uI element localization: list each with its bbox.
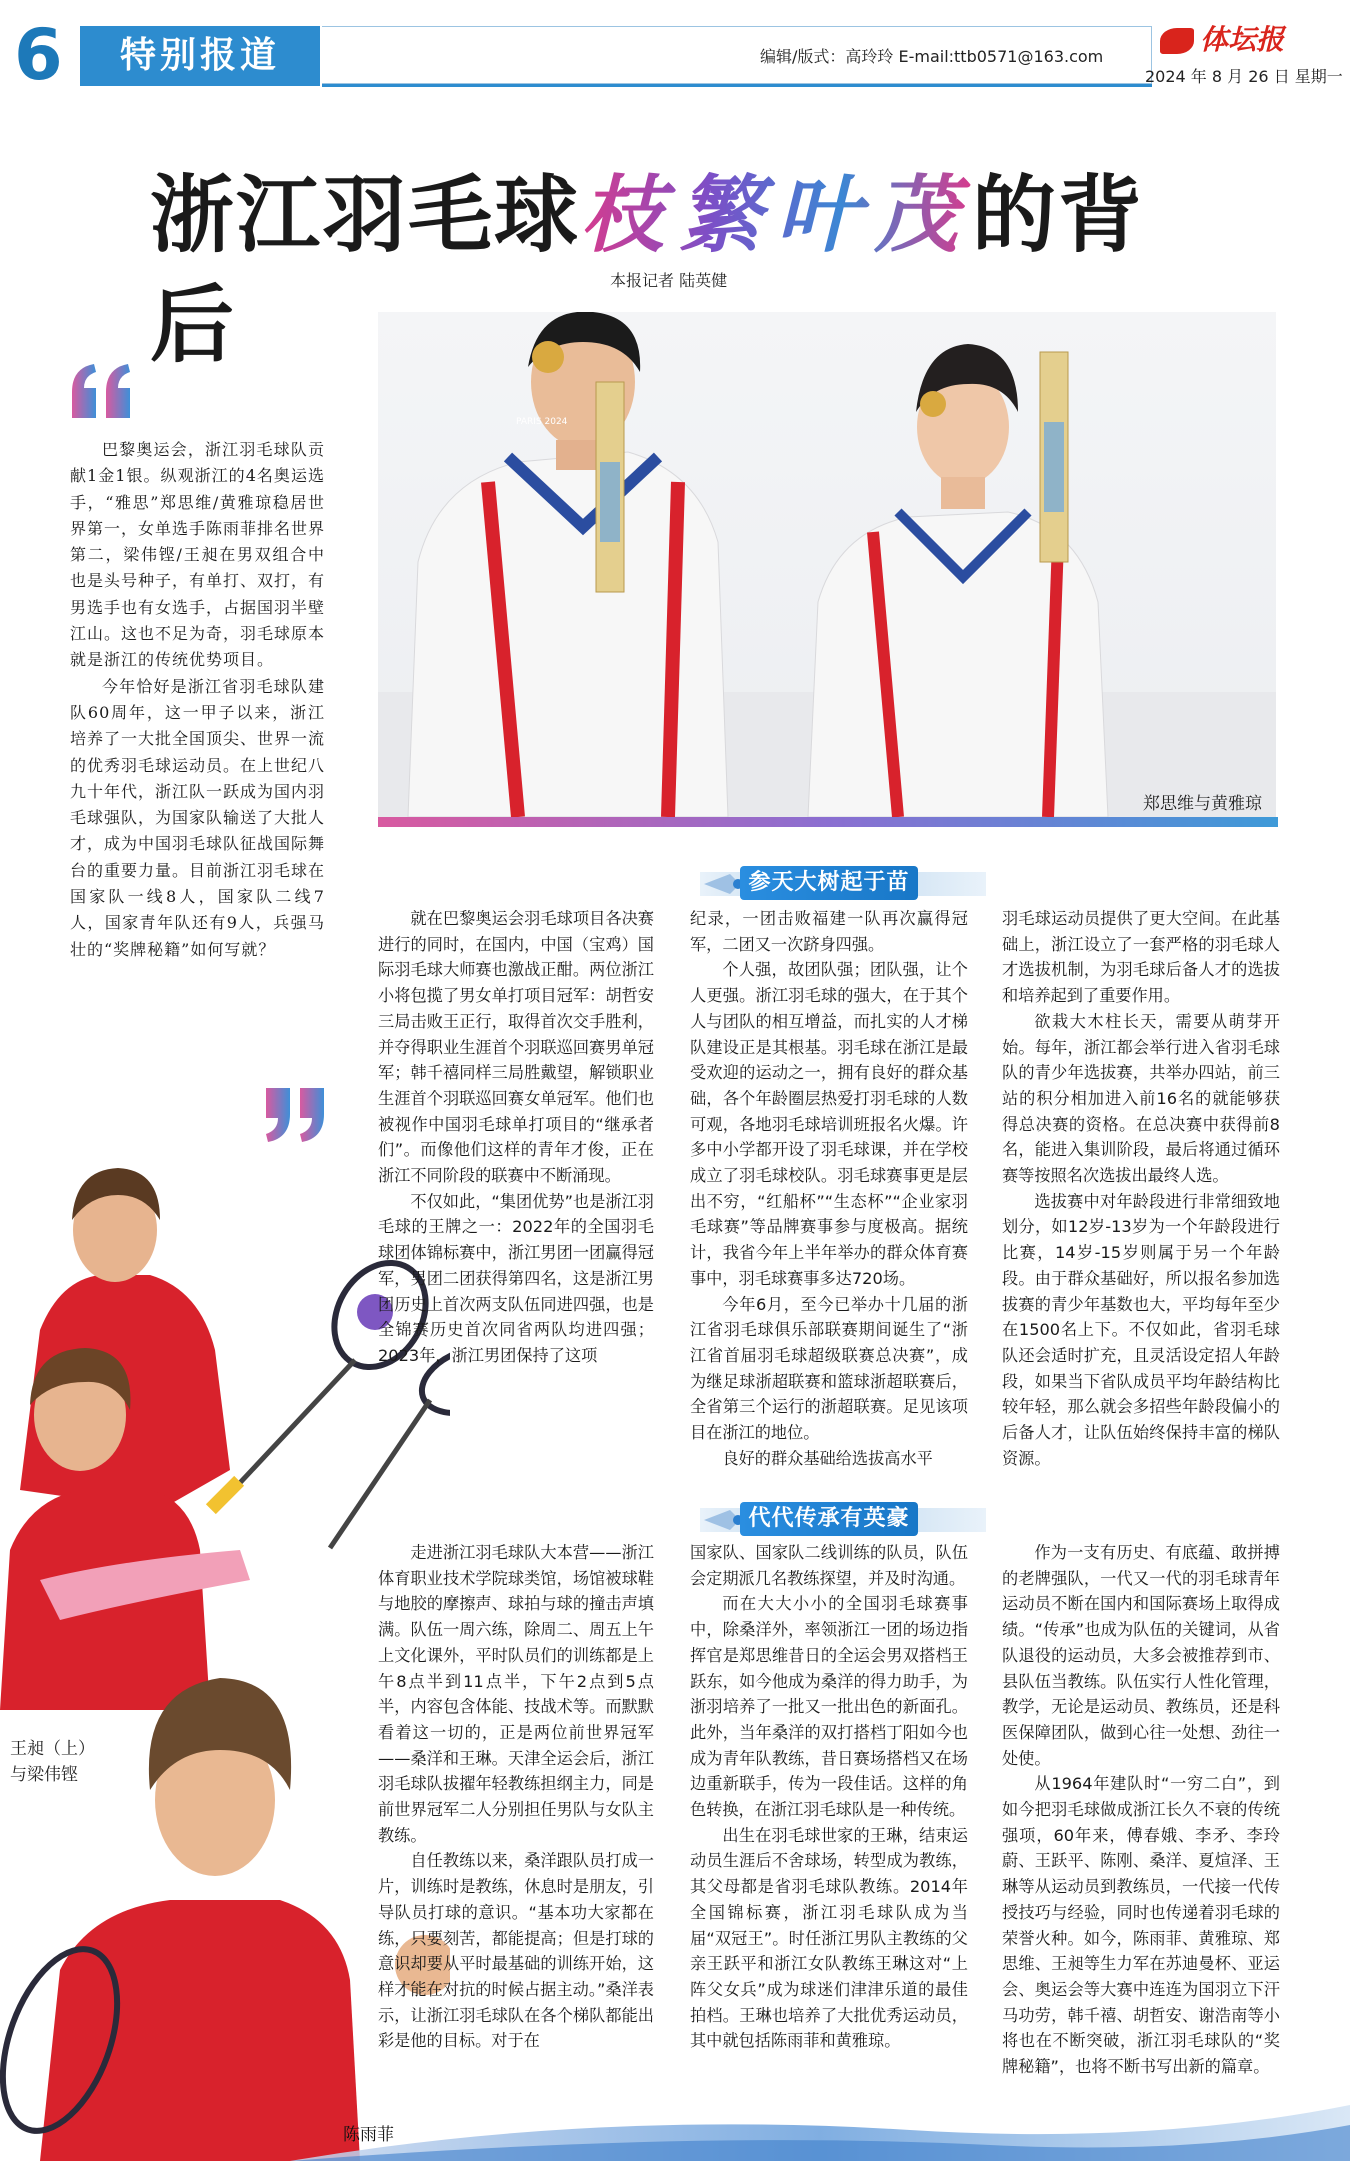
paragraph: 良好的群众基础给选拔高水平 bbox=[722, 1448, 933, 1468]
logo-swirl-icon bbox=[1160, 28, 1194, 54]
intro-paragraph: 巴黎奥运会，浙江羽毛球队贡献1金1银。纵观浙江的4名奥运选手，“雅思”郑思维/黄雅琼稳居世界第一，女单选手陈雨菲排名世界第二，梁伟铿/王昶在男双组合中也是头号种子，有单打、双打，有男选手也有女选手，占据国羽半壁江山。这也不足为奇，羽毛球原本就是浙江的传统优势项目。 bbox=[70, 440, 326, 670]
paragraph: 作为一支有历史、有底蕴、敢拼搏的老牌强队，一代又一代的羽毛球青年运动员不断在国内和国际赛场上取得成绩。“传承”也成为队伍的关键词，从省队退役的运动员，大多会被推荐到市、县队伍当教练。队伍实行人性化管理，教学，无论是运动员、教练员，还是科医保障团队，做到心往一处想、劲往一处使。 bbox=[1002, 1543, 1280, 1768]
section-heading-2 bbox=[700, 1502, 986, 1538]
paragraph: 不仅如此，“集团优势”也是浙江羽毛球的王牌之一：2022年的全国羽毛球团体锦标赛中，浙江男团一团赢得冠军，男团二团获得第四名，这是浙江男团历史上首次两支队伍同进四强，也是全锦赛历史首次同省两队均进四强；2023年，浙江男团保持了这项 bbox=[378, 1191, 654, 1365]
bottom-photo-caption: 陈雨菲 bbox=[343, 2125, 394, 2145]
open-quote-icon bbox=[68, 358, 138, 428]
s2-column-2 bbox=[690, 1540, 968, 2054]
s1-column-1 bbox=[378, 906, 654, 1369]
left-photo-caption-2: 与梁伟铿 bbox=[10, 1765, 78, 1785]
photo-underline bbox=[378, 817, 1278, 827]
paragraph: 个人强，故团队强；团队强，让个人更强。浙江羽毛球的强大，在于其个人与团队的相互增益，而扎实的人才梯队建设正是其根基。羽毛球在浙江是最受欢迎的运动之一，拥有良好的群众基础，各个年龄圈层热爱打羽毛球的人数可观，各地羽毛球培训班报名火爆。许多中小学都开设了羽毛球课，并在学校成立了羽毛球校队。羽毛球赛事更是层出不穷，“红船杯”“生态杯”“企业家羽毛球赛”等品牌赛事参与度极高。据统计，我省今年上半年举办的群众体育赛事中，羽毛球赛事多达720场。 bbox=[690, 960, 968, 1288]
section-heading-title: 代代传承有英豪 bbox=[740, 1502, 918, 1536]
close-quote-icon bbox=[258, 1080, 328, 1150]
medalists-photo bbox=[378, 312, 1276, 817]
headline-suffix: 的背后 bbox=[150, 166, 1145, 374]
s1-column-2 bbox=[690, 906, 968, 1471]
byline: 本报记者 陆英健 bbox=[610, 271, 728, 290]
paragraph: 纪录，一团击败福建一队再次赢得冠军，二团又一次跻身四强。 bbox=[690, 909, 968, 954]
shuttlecock-icon bbox=[700, 870, 744, 898]
paragraph: 走进浙江羽毛球队大本营——浙江体育职业技术学院球类馆，场馆被球鞋与地胶的摩擦声、球拍与球的撞击声填满。队伍一周六练，除周二、周五上午上文化课外，平时队员们的训练都是上午8点半到11点半，下午2点到5点半，内容包含体能、技战术等。而默默看着这一切的，正是两位前世界冠军——桑洋和王琳。天津全运会后，浙江羽毛球队拔擢年轻教练担纲主力，同是前世界冠军二人分别担任男队与女队主教练。 bbox=[378, 1543, 654, 1845]
logo-text: 体坛报 bbox=[1200, 23, 1285, 56]
editor-credit: 编辑/版式：高玲玲 E-mail:ttb0571@163.com bbox=[760, 47, 1104, 66]
paragraph: 欲栽大木柱长天，需要从萌芽开始。每年，浙江都会举行进入省羽毛球队的青少年选拔赛，共举办四站，前三站的积分相加进入前16名的就能够获得总决赛的资格。在总决赛中获得前8名，能进入集训阶段，最后将通过循环赛等按照名次选拔出最终人选。 bbox=[1002, 1011, 1280, 1186]
paragraph: 而在大大小小的全国羽毛球赛事中，除桑洋外，率领浙江一团的场边指挥官是郑思维昔日的全运会男双搭档王跃东，如今他成为桑洋的得力助手，为浙羽培养了一批又一批出色的新面孔。此外，当年桑洋的双打搭档丁阳如今也成为青年队教练，昔日赛场搭档又在场边重新联手，传为一段佳话。这样的角色转换，在浙江羽毛球队是一种传统。 bbox=[690, 1594, 968, 1820]
headline-prefix: 浙江羽毛球 bbox=[150, 166, 581, 264]
s1-column-3 bbox=[1002, 906, 1280, 1471]
paragraph: 从1964年建队时“一穷二白”，到如今把羽毛球做成浙江长久不衰的传统强项，60年来，傅春娥、李矛、李玲蔚、王跃平、陈刚、桑洋、夏煊泽、王琳等从运动员到教练员，一代接一代传授技巧与经验，同时也传递着羽毛球的荣誉火种。如今，陈雨菲、黄雅琼、郑思维、王昶等生力军在苏迪曼杯、亚运会、奥运会等大赛中连连为国羽立下汗马功劳，韩千禧、胡哲安、谢浩南等小将也在不断突破，浙江羽毛球队的“奖牌秘籍”，也将不断书写出新的篇章。 bbox=[1002, 1774, 1280, 2077]
section-label: 特别报道 bbox=[80, 26, 320, 86]
paragraph: 国家队、国家队二线训练的队员，队伍会定期派几名教练探望，并及时沟通。 bbox=[690, 1543, 968, 1588]
headline-highlight: 枝繁叶茂 bbox=[580, 165, 973, 264]
medal-ribbon-text: PARIS 2024 bbox=[516, 417, 568, 427]
paragraph: 就在巴黎奥运会羽毛球项目各决赛进行的同时，在国内，中国（宝鸡）国际羽毛球大师赛也激战正酣。两位浙江小将包揽了男女单打项目冠军：胡哲安三局击败王正行，取得首次交手胜利，并夺得职业生涯首个羽联巡回赛男单冠军；韩千禧同样三局胜戴望，解锁职业生涯首个羽联巡回赛女单冠军。他们也被视作中国羽毛球单打项目的“继承者们”。而像他们这样的青年才俊，正在浙江不同阶段的联赛中不断涌现。 bbox=[378, 909, 654, 1186]
left-photo-caption-1: 王昶（上） bbox=[10, 1739, 95, 1759]
issue-date: 2024 年 8 月 26 日 星期一 bbox=[1145, 67, 1343, 86]
bottom-decor-band bbox=[290, 2100, 1350, 2161]
paragraph: 自任教练以来，桑洋跟队员打成一片，训练时是教练，休息时是朋友，引导队员打球的意识。“基本功大家都在练，只要刻苦，都能提高；但是打球的意识却要从平时最基础的训练开始，这样才能在对抗的时候占据主动。”桑洋表示，让浙江羽毛球队在各个梯队都能出彩是他的目标。对于在 bbox=[378, 1851, 654, 2051]
medalists-illustration bbox=[378, 312, 1276, 817]
paragraph: 羽毛球运动员提供了更大空间。在此基础上，浙江设立了一套严格的羽毛球人才选拔机制，为羽毛球后备人才的选拔和培养起到了重要作用。 bbox=[1002, 909, 1280, 1006]
s2-column-1 bbox=[378, 1540, 654, 2054]
header-rule bbox=[322, 84, 1152, 87]
paragraph: 选拔赛中对年龄段进行非常细致地划分，如12岁-13岁为一个年龄段进行比赛，14岁-15岁则属于另一个年龄段。由于群众基础好，所以报名参加选拔赛的青少年基数也大，平均每年至少在1500名上下。不仅如此，省羽毛球队还会适时扩充，且灵活设定招人年龄段，如果当下省队成员平均年龄结构比较年轻，那么就会多招些年龄段偏小的后备人才，让队伍始终保持丰富的梯队资源。 bbox=[1002, 1191, 1280, 1468]
intro-paragraph: 今年恰好是浙江省羽毛球队建队60周年，这一甲子以来，浙江培养了一大批全国顶尖、世界一流的优秀羽毛球运动员。在上世纪八九十年代，浙江队一跃成为国内羽毛球强队，为国家队输送了大批人才，成为中国羽毛球队征战国际舞台的重要力量。目前浙江羽毛球在国家队一线8人，国家队二线7人，国家青年队还有9人，兵强马壮的“奖牌秘籍”如何写就？ bbox=[70, 676, 326, 959]
shuttlecock-icon bbox=[700, 1506, 744, 1534]
paragraph: 今年6月，至今已举办十几届的浙江省羽毛球俱乐部联赛期间诞生了“浙江省首届羽毛球超级联赛总决赛”，成为继足球浙超联赛和篮球浙超联赛后，全省第三个运行的浙超联赛。足见该项目在浙江的地位。 bbox=[690, 1294, 968, 1443]
main-photo-caption: 郑思维与黄雅琼 bbox=[1143, 794, 1262, 814]
paragraph: 出生在羽毛球世家的王琳，结束运动员生涯后不舍球场，转型成为教练，其父母都是省羽毛球队教练。2014年全国锦标赛，浙江羽毛球队成为当届“双冠王”。时任浙江男队主教练的父亲王跃平和浙江女队教练王琳这对“上阵父女兵”成为球迷们津津乐道的最佳拍档。王琳也培养了大批优秀运动员，其中就包括陈雨菲和黄雅琼。 bbox=[690, 1825, 968, 2051]
section-heading-title: 参天大树起于苗 bbox=[740, 866, 918, 900]
intro-text bbox=[70, 437, 325, 963]
page-number: 6 bbox=[14, 14, 63, 96]
s2-column-3 bbox=[1002, 1540, 1280, 2080]
section-heading-1 bbox=[700, 866, 986, 902]
newspaper-logo bbox=[1160, 18, 1340, 58]
